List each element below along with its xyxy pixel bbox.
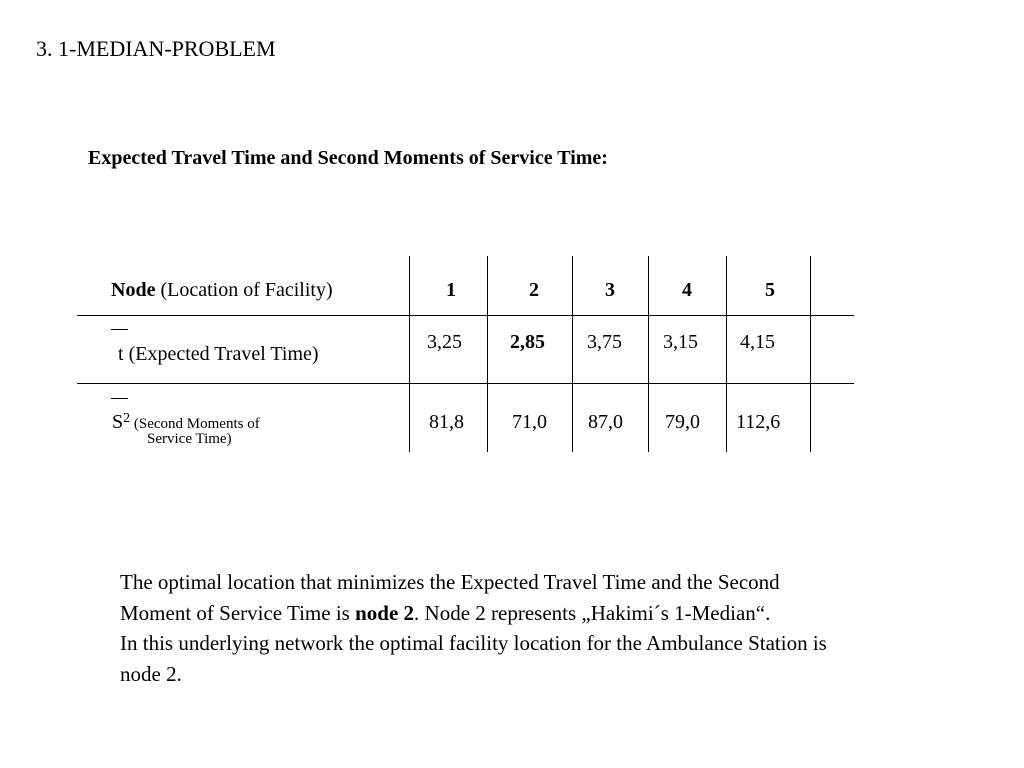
conclusion-text: Moment of Service Time is	[120, 600, 356, 625]
table-cell: 71,0	[512, 411, 547, 433]
column-header: 1	[446, 279, 456, 301]
table-cell: 4,15	[740, 331, 775, 353]
header-label	[111, 279, 333, 302]
conclusion-line: The optimal location that minimizes the Expected Travel Time and the Second	[120, 570, 780, 594]
column-header: 4	[682, 279, 692, 301]
conclusion-text: . Node 2 represents „Hakimi´s 1-Median“.	[414, 600, 771, 625]
table-divider	[77, 383, 854, 384]
conclusion-emphasis: node 2	[355, 600, 415, 625]
conclusion-line: node 2.	[120, 661, 182, 686]
conclusion-paragraph	[120, 567, 1000, 689]
slide-title: 3. 1-MEDIAN-PROBLEM	[36, 36, 276, 61]
table-cell-highlight: 2,85	[510, 331, 545, 353]
table-cell: 3,75	[587, 331, 622, 353]
table-caption: Expected Travel Time and Second Moments of Service Time:	[88, 147, 608, 169]
column-header: 2	[529, 279, 539, 301]
header-label-rest: (Location of Facility)	[155, 279, 333, 301]
table-cell: 79,0	[665, 411, 700, 433]
table-cell: 3,15	[663, 331, 698, 353]
table-divider	[648, 256, 649, 452]
mean-bar	[111, 398, 128, 399]
row-label: (Second Moments of	[130, 416, 260, 432]
table-divider	[487, 256, 488, 452]
table-divider	[409, 256, 410, 452]
row-symbol: t	[118, 343, 124, 365]
table-divider	[726, 256, 727, 452]
table-divider	[810, 256, 811, 452]
mean-bar	[111, 329, 128, 330]
conclusion-line: In this underlying network the optimal facility location for the Ambulance Station is	[120, 631, 827, 655]
row-symbol: S	[112, 411, 124, 433]
row-label-continued: Service Time)	[147, 431, 232, 447]
table-cell: 87,0	[588, 411, 623, 433]
row-superscript: 2	[123, 411, 131, 426]
table-cell: 112,6	[736, 411, 781, 433]
table-divider	[572, 256, 573, 452]
conclusion-line	[120, 598, 1000, 629]
table-cell: 81,8	[429, 411, 464, 433]
header-label-bold: Node	[111, 279, 156, 301]
column-header: 5	[765, 279, 775, 301]
row-label-travel-time	[118, 343, 319, 366]
table-cell: 3,25	[427, 331, 462, 353]
row-label: (Expected Travel Time)	[123, 343, 319, 365]
table-divider	[77, 315, 854, 316]
column-header: 3	[605, 279, 615, 301]
